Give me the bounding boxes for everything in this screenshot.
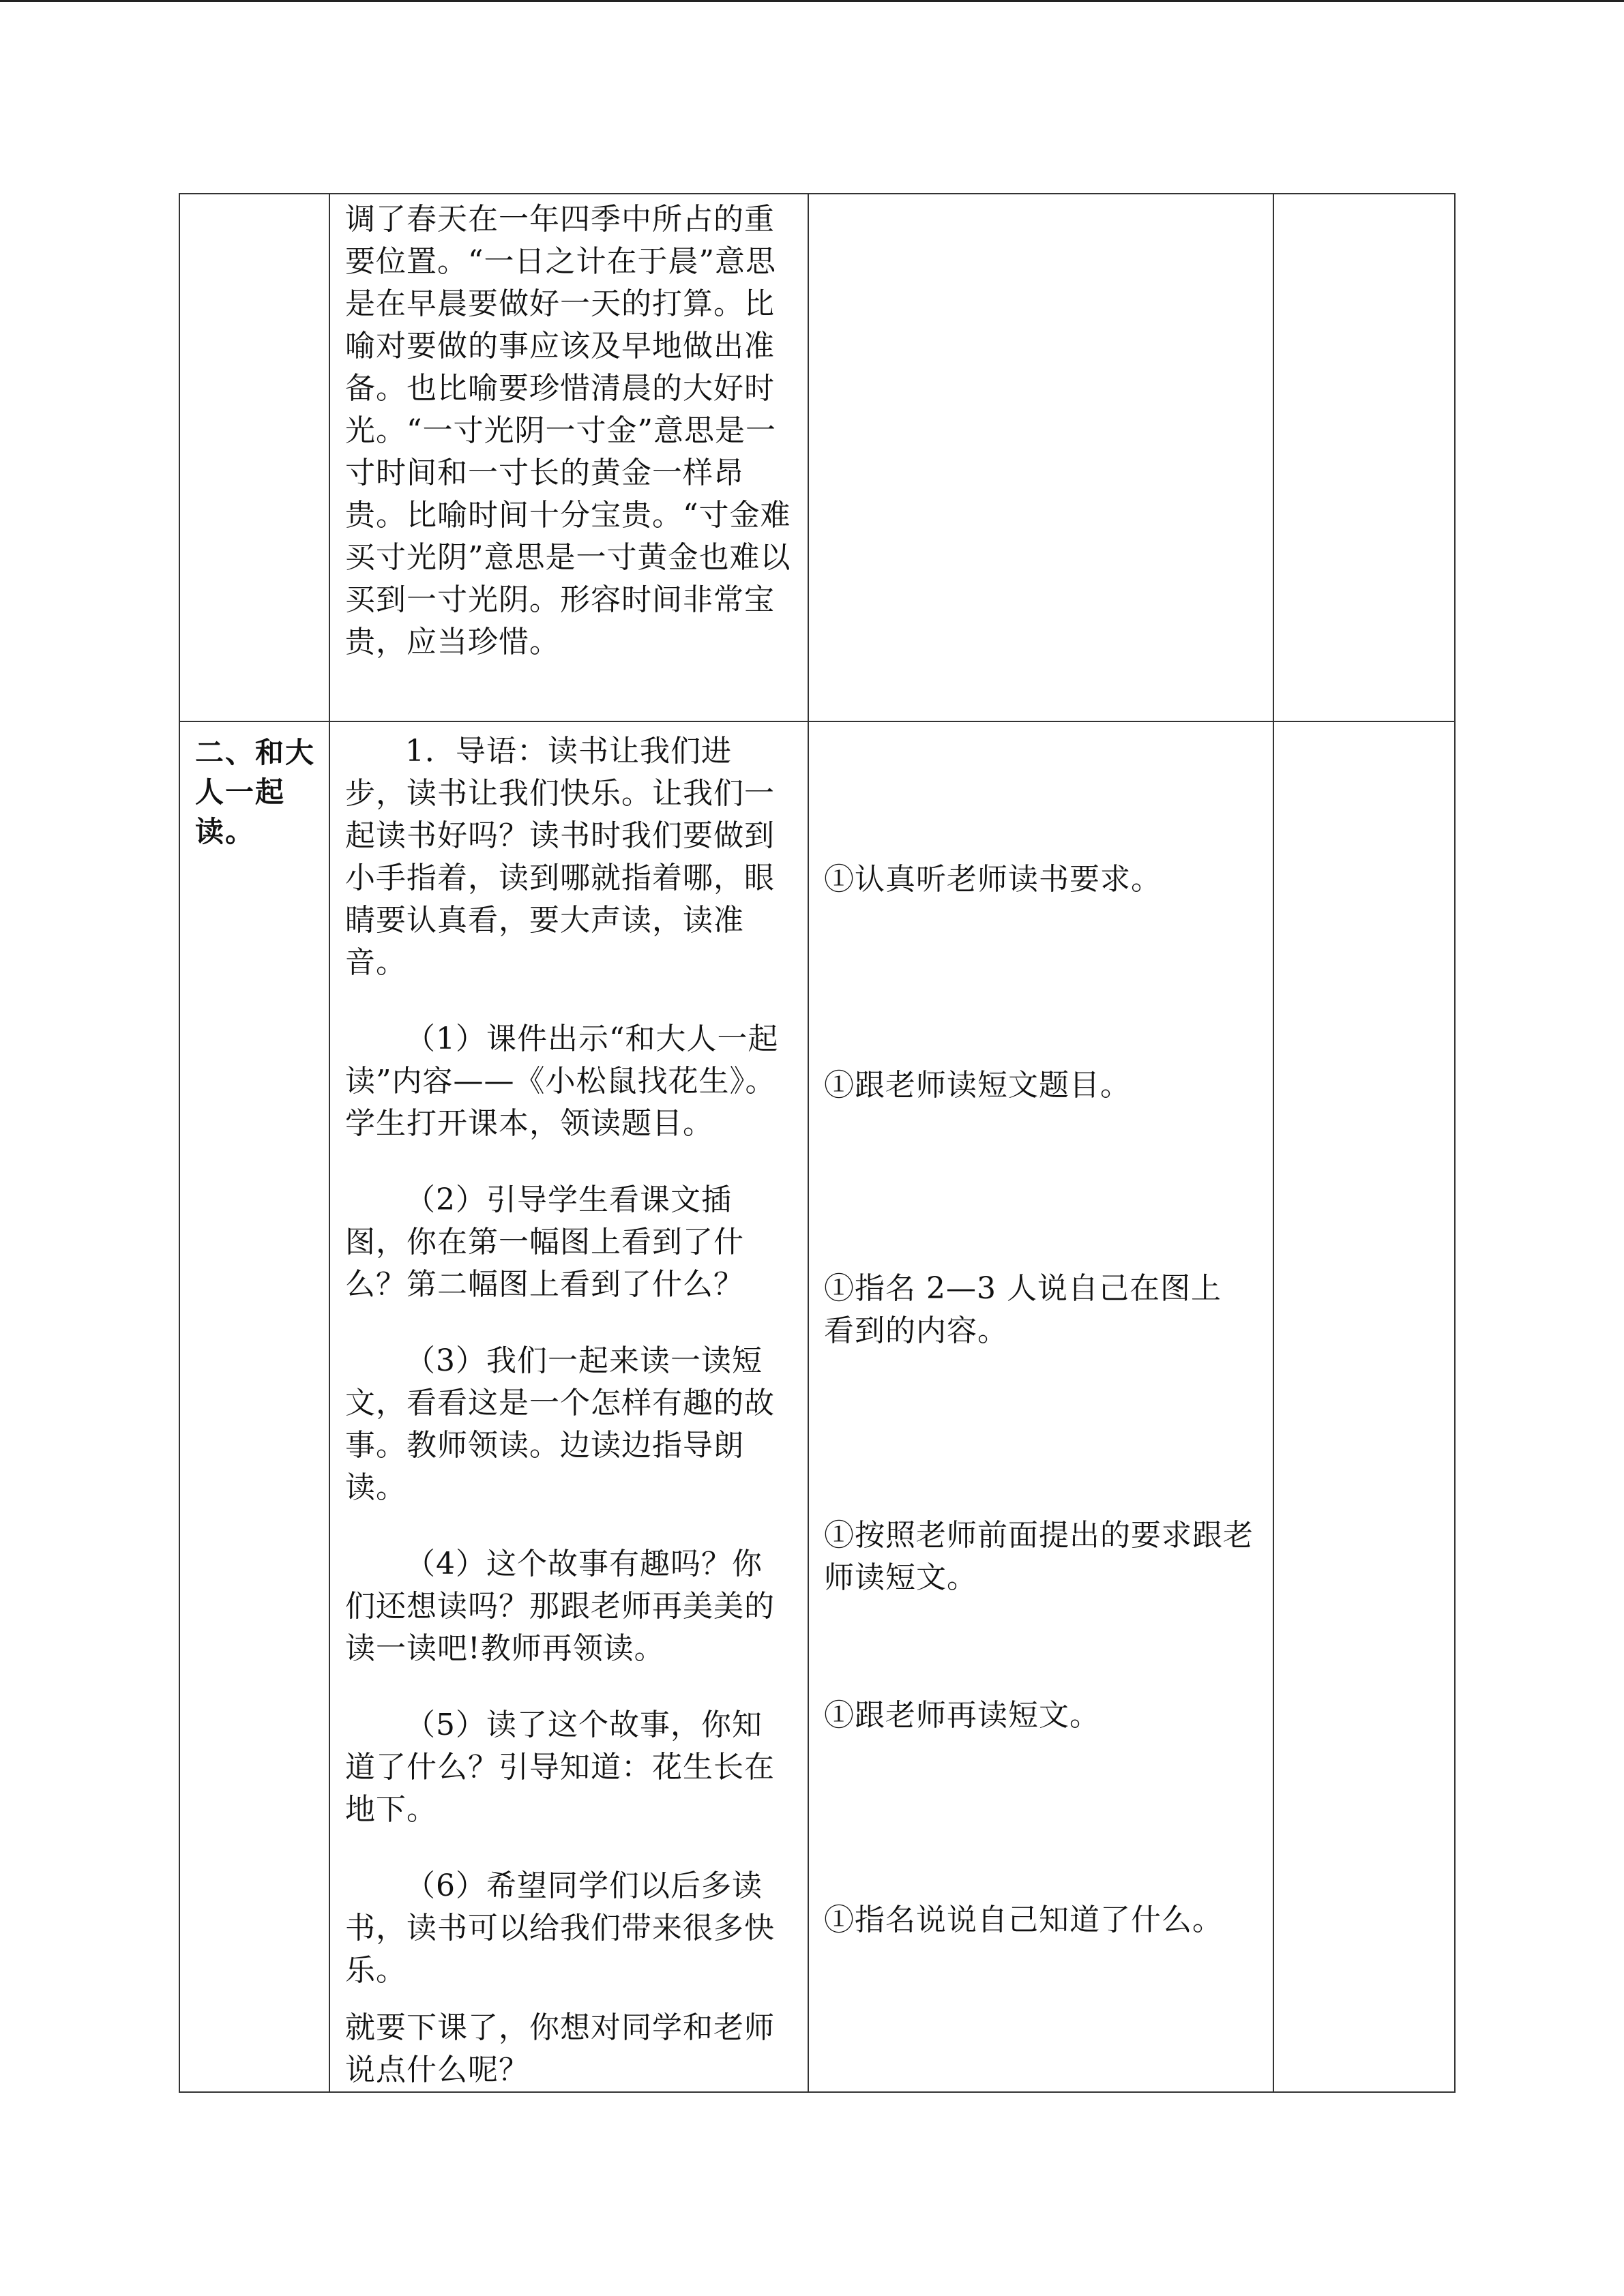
teacher-paragraph: （1）课件出示“和大人一起读”内容——《小松鼠找花生》。学生打开课本，领读题目。 [345, 1022, 779, 1141]
table-row [179, 721, 1455, 2092]
content-paragraph: 调了春天在一年四季中所占的重要位置。“一日之计在于晨”意思是在早晨要做好一天的打算。比喻对要做的事应该及早地做出准备。也比喻要珍惜清晨的大好时光。“一寸光阴一寸金”意思是一寸时间和一寸长的黄金一样昂贵。比喻时间十分宝贵。“寸金难买寸光阴”意思是一寸黄金也难以买到一寸光阴。形容时间非常宝贵，应当珍惜。 [345, 202, 791, 659]
student-response: ①认真听老师读书要求。 [824, 862, 1162, 897]
notes-cell [1273, 721, 1455, 2092]
student-activity-cell [808, 194, 1273, 721]
page-top-rule [0, 0, 1624, 2]
lesson-plan-table [179, 193, 1456, 2093]
table-row [179, 194, 1455, 721]
activity-label [180, 194, 329, 205]
student-response: ①指名 2—3 人说自己在图上看到的内容。 [824, 1271, 1222, 1348]
teacher-content-cell [329, 194, 808, 721]
student-response: ①跟老师读短文题目。 [824, 1068, 1131, 1103]
student-response: ①按照老师前面提出的要求跟老师读短文。 [824, 1518, 1254, 1595]
teacher-paragraph: 就要下课了，你想对同学和老师说点什么呢？ [345, 2010, 775, 2087]
student-response: ①跟老师再读短文。 [824, 1698, 1100, 1733]
teacher-paragraph: （6）希望同学们以后多读书，读书可以给我们带来很多快乐。 [345, 1868, 775, 1988]
teacher-paragraph: （4）这个故事有趣吗？你们还想读吗？那跟老师再美美的读一读吧!教师再领读。 [345, 1547, 775, 1666]
activity-label: 二、和大人一起读。 [195, 736, 316, 848]
teacher-paragraph: （2）引导学生看课文插图，你在第一幅图上看到了什么？第二幅图上看到了什么？ [345, 1182, 744, 1302]
activity-cell [179, 194, 329, 721]
student-activity-cell [808, 721, 1273, 2092]
activity-cell [179, 721, 329, 2092]
teacher-content-cell [329, 721, 808, 2092]
teacher-paragraph: （3）我们一起来读一读短文，看看这是一个怎样有趣的故事。教师领读。边读边指导朗读。 [345, 1343, 775, 1505]
notes-cell [1273, 194, 1455, 721]
teacher-paragraph: （5）读了这个故事，你知道了什么？引导知道：花生长在地下。 [345, 1708, 775, 1827]
teacher-paragraph: 1．导语：读书让我们进步，读书让我们快乐。让我们一起读书好吗？读书时我们要做到小手指着，读到哪就指着哪，眼睛要认真看，要大声读，读准音。 [345, 734, 775, 980]
student-response: ①指名说说自己知道了什么。 [824, 1903, 1223, 1937]
